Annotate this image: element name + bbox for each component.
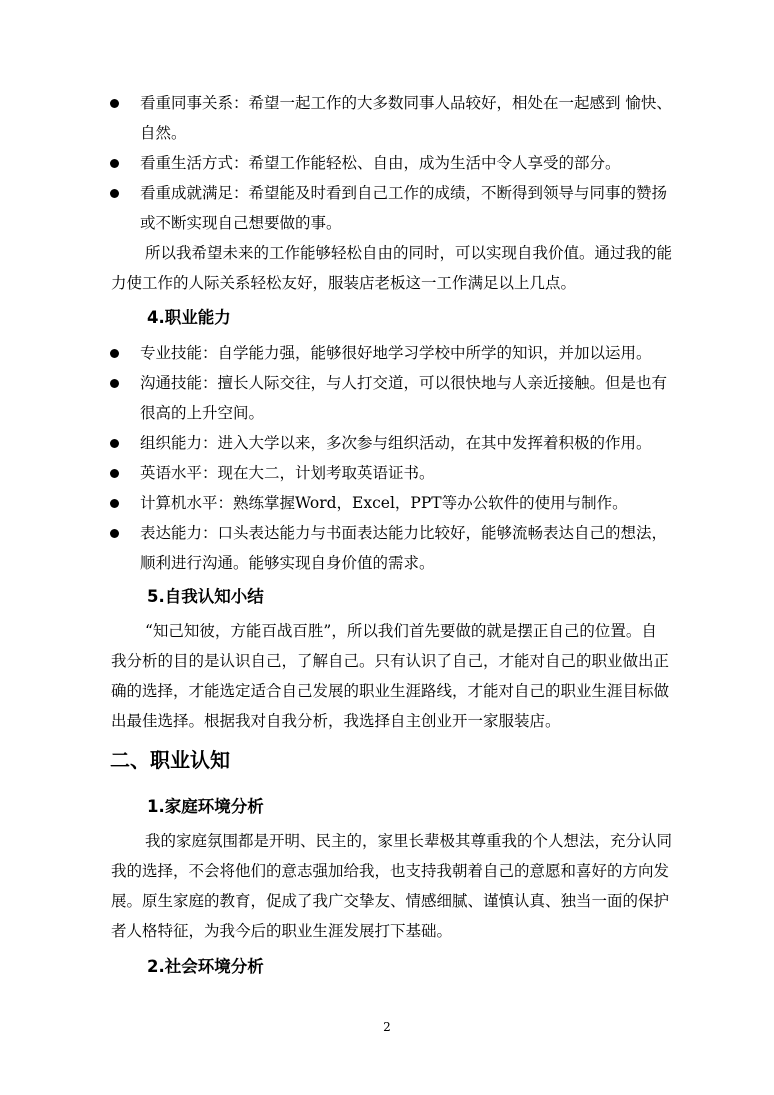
bullet-icon [110,529,119,538]
list-item [0,372,774,394]
bullet-icon [110,159,119,168]
paragraph-line: “知己知彼，方能百战百胜”，所以我们首先要做的就是摆正自己的位置。自 [145,622,657,640]
list-item-text: 专业技能：自学能力强，能够很好地学习学校中所学的知识，并加以运用。 [140,344,652,362]
list-item [0,342,774,364]
list-item-text: 组织能力：进入大学以来，多次参与组织活动，在其中发挥着积极的作用。 [140,434,652,452]
list-item-text: 看重同事关系：希望一起工作的大多数同事人品较好，相处在一起感到 愉快、 [140,94,672,112]
list-item-text: 看重成就满足：希望能及时看到自己工作的成绩，不断得到领导与同事的赞扬 [140,184,668,202]
list-item-continuation [0,402,774,424]
list-item-text: 或不断实现自己想要做的事。 [140,214,342,232]
list-item [0,432,774,454]
list-item-text: 计算机水平：熟练掌握Word，Excel，PPT等办公软件的使用与制作。 [140,494,628,512]
list-item-text: 英语水平：现在大二，计划考取英语证书。 [140,464,435,482]
list-item [0,92,774,114]
section-heading: 4.职业能力 [147,308,231,327]
paragraph-line: 我的选择，不会将他们的意志强加给我，也支持我朝着自己的意愿和喜好的方向发 [111,862,670,880]
list-item [0,522,774,544]
bullet-icon [110,349,119,358]
list-item [0,152,774,174]
list-item [0,492,774,514]
paragraph-line: 力使工作的人际关系轻松友好，服装店老板这一工作满足以上几点。 [111,274,577,292]
bullet-icon [110,439,119,448]
paragraph-line: 确的选择，才能选定适合自己发展的职业生涯路线，才能对自己的职业生涯目标做 [111,682,670,700]
list-item [0,182,774,204]
list-item-continuation [0,212,774,234]
list-item [0,462,774,484]
list-item-continuation [0,122,774,144]
list-item-text: 很高的上升空间。 [140,404,265,422]
bullet-icon [110,469,119,478]
list-item-text: 沟通技能：擅长人际交往，与人打交道，可以很快地与人亲近接触。但是也有 [140,374,668,392]
paragraph-line: 展。原生家庭的教育，促成了我广交挚友、情感细腻、谨慎认真、独当一面的保护 [111,892,670,910]
paragraph-line: 出最佳选择。根据我对自我分析，我选择自主创业开一家服装店。 [111,712,561,730]
paragraph-line: 我分析的目的是认识自己，了解自己。只有认识了自己，才能对自己的职业做出正 [111,652,670,670]
section-heading: 2.社会环境分析 [147,957,264,976]
page-number: 2 [383,1020,391,1034]
list-item-text: 表达能力：口头表达能力与书面表达能力比较好，能够流畅表达自己的想法， [140,524,668,542]
paragraph-line: 我的家庭氛围都是开明、民主的，家里长辈极其尊重我的个人想法，充分认同 [145,832,673,850]
bullet-icon [110,499,119,508]
paragraph-line: 所以我希望未来的工作能够轻松自由的同时，可以实现自我价值。通过我的能 [145,244,673,262]
list-item-continuation [0,552,774,574]
list-item-text: 顺利进行沟通。能够实现自身价值的需求。 [140,554,435,572]
section-heading: 5.自我认知小结 [147,587,264,606]
bullet-icon [110,379,119,388]
list-item-text: 自然。 [140,124,187,142]
paragraph-line: 者人格特征，为我今后的职业生涯发展打下基础。 [111,922,453,940]
chapter-heading: 二、职业认知 [110,748,230,772]
bullet-icon [110,189,119,198]
list-item-text: 看重生活方式：希望工作能轻松、自由，成为生活中令人享受的部分。 [140,154,621,172]
section-heading: 1.家庭环境分析 [147,797,264,816]
bullet-icon [110,99,119,108]
